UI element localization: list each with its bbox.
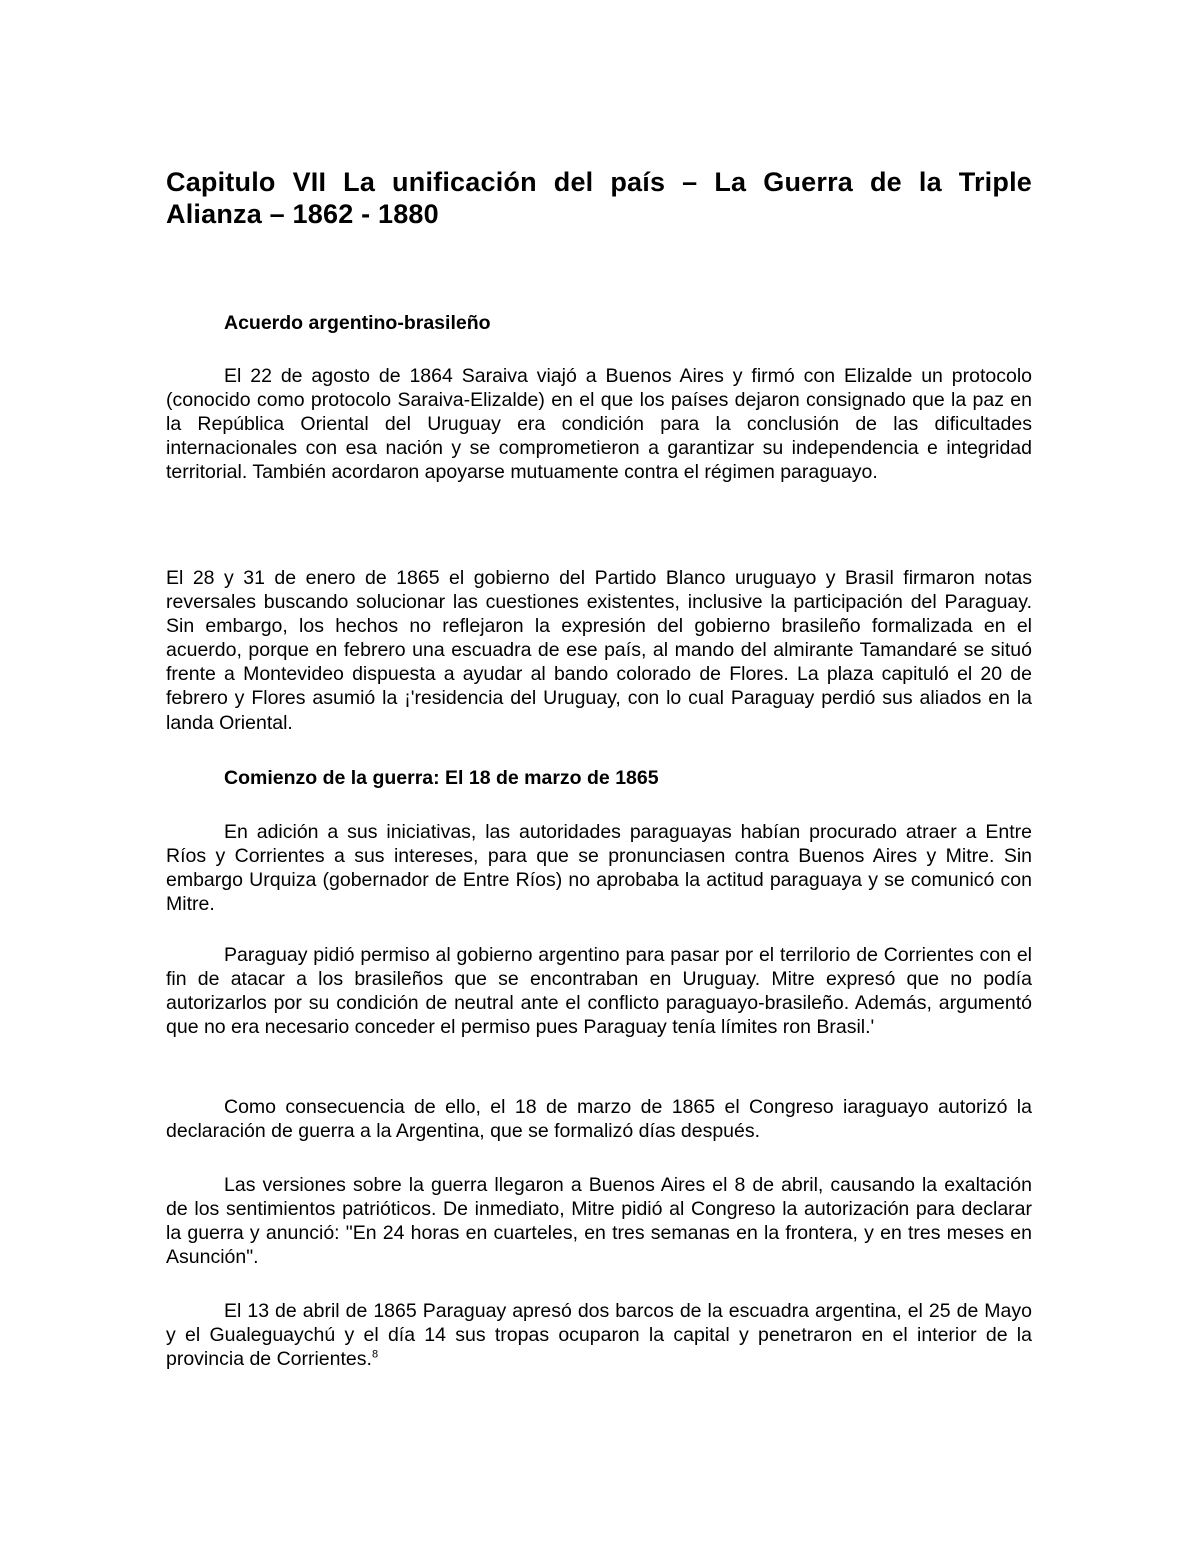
section-heading-acuerdo: Acuerdo argentino-brasileño	[224, 312, 491, 334]
paragraph-5: Como consecuencia de ello, el 18 de marzo de 1865 el Congreso iaraguayo autorizó la declaración de guerra a la Argentina, que se formalizó días después.	[166, 1096, 1032, 1143]
chapter-title: Capitulo VII La unificación del país – La Guerra de la Triple Alianza – 1862 - 1880	[166, 167, 1032, 229]
paragraph-7	[166, 1299, 1032, 1371]
section-heading-comienzo: Comienzo de la guerra: El 18 de marzo de 1865	[224, 767, 659, 789]
paragraph-1: El 22 de agosto de 1864 Saraiva viajó a Buenos Aires y firmó con Elizalde un protocolo (conocido como protocolo Saraiva-Elizalde) en el que los países dejaron consignado que la paz en la República Oriental del Uruguay era condición para la conclusión de las dificultades internacionales con esa nación y se comprometieron a garantizar su independencia e integridad territorial. También acordaron apoyarse mutuamente contra el régimen paraguayo.	[166, 365, 1032, 484]
paragraph-4: Paraguay pidió permiso al gobierno argentino para pasar por el terrilorio de Corrientes con el fin de atacar a los brasileños que se encontraban en Uruguay. Mitre expresó que no podía autorizarlos por su condición de neutral ante el conflicto paraguayo-brasileño. Además, argumentó que no era necesario conceder el permiso pues Paraguay tenía límites ron Brasil.'	[166, 944, 1032, 1039]
paragraph-7-text: El 13 de abril de 1865 Paraguay apresó dos barcos de la escuadra argentina, el 25 de Mayo y el Gualeguaychú y el día 14 sus tropas ocuparon la capital y penetraron en el interior de la provincia de Corrientes.	[166, 1300, 1032, 1371]
paragraph-6: Las versiones sobre la guerra llegaron a Buenos Aires el 8 de abril, causando la exaltación de los sentimientos patrióticos. De inmediato, Mitre pidió al Congreso la autorización para declarar la guerra y anunció: "En 24 horas en cuarteles, en tres semanas en la frontera, y en tres meses en Asunción".	[166, 1174, 1032, 1269]
paragraph-2: El 28 y 31 de enero de 1865 el gobierno del Partido Blanco uruguayo y Brasil firmaron notas reversales buscando solucionar las cuestiones existentes, inclusive la participación del Paraguay. Sin embargo, los hechos no reflejaron la expresión del gobierno brasileño formalizada en el acuerdo, porque en febrero una escuadra de ese país, al mando del almirante Tamandaré se situó frente a Montevideo dispuesta a ayudar al bando colorado de Flores. La plaza capituló el 20 de febrero y Flores asumió la ¡'residencia del Uruguay, con lo cual Paraguay perdió sus aliados en la landa Oriental.	[166, 567, 1032, 734]
footnote-mark: 8	[371, 1348, 379, 1361]
paragraph-3: En adición a sus iniciativas, las autoridades paraguayas habían procurado atraer a Entre Ríos y Corrientes a sus intereses, para que se pronunciasen contra Buenos Aires y Mitre. Sin embargo Urquiza (gobernador de Entre Ríos) no aprobaba la actitud paraguaya y se comunicó con Mitre.	[166, 821, 1032, 916]
